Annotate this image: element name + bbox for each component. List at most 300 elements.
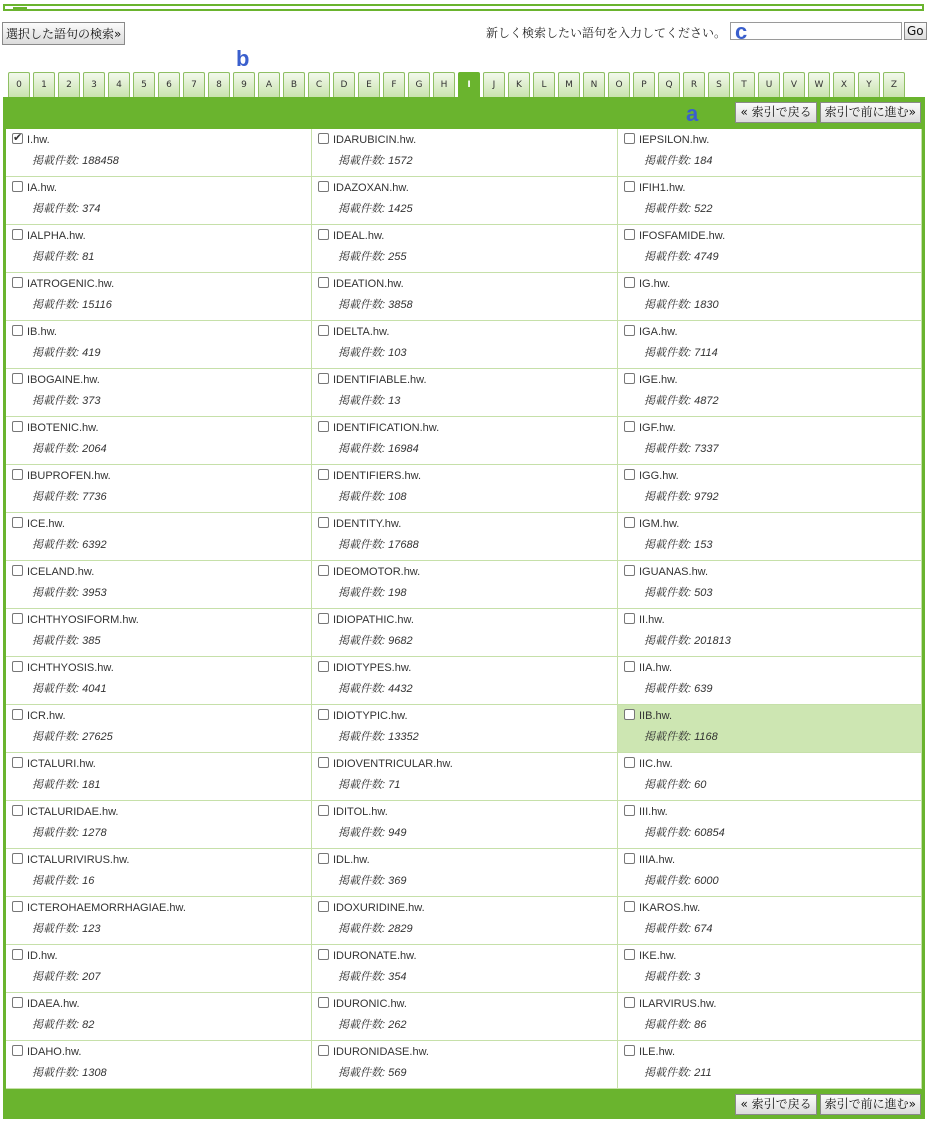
term-label[interactable]: ILARVIRUS.hw. [639, 998, 717, 1010]
term-checkbox[interactable] [318, 229, 329, 240]
term-cell [6, 705, 312, 753]
term-label[interactable]: IGE.hw. [639, 374, 678, 386]
term-count: 掲載件数: 103 [338, 347, 407, 359]
term-checkbox[interactable] [624, 469, 635, 480]
term-checkbox[interactable] [318, 805, 329, 816]
count-label: 掲載件数 [338, 1019, 382, 1031]
count-value: 16984 [388, 443, 419, 455]
term-label[interactable]: IDENTITY.hw. [333, 518, 402, 530]
term-checkbox[interactable] [12, 661, 23, 672]
term-label[interactable]: IBUPROFEN.hw. [27, 470, 111, 482]
term-label[interactable]: IDELTA.hw. [333, 326, 390, 338]
tab-k[interactable]: K [508, 72, 530, 97]
tab-n[interactable]: N [583, 72, 605, 97]
term-checkbox[interactable] [318, 661, 329, 672]
term-checkbox[interactable] [624, 901, 635, 912]
term-checkbox[interactable] [624, 517, 635, 528]
tab-b[interactable]: B [283, 72, 305, 97]
term-cell [312, 561, 618, 609]
count-label: 掲載件数 [338, 875, 382, 887]
term-checkbox[interactable] [318, 1045, 329, 1056]
count-label: 掲載件数 [644, 923, 688, 935]
term-checkbox[interactable] [12, 805, 23, 816]
term-label[interactable]: IDIOTYPIC.hw. [333, 710, 408, 722]
term-cell [6, 609, 312, 657]
term-label[interactable]: IDIOPATHIC.hw. [333, 614, 414, 626]
term-count: 掲載件数: 255 [338, 251, 407, 263]
term-label[interactable]: ICTALURI.hw. [27, 758, 96, 770]
term-checkbox[interactable] [12, 709, 23, 720]
count-value: 181 [82, 779, 101, 791]
count-value: 2829 [388, 923, 413, 935]
term-checkbox[interactable] [12, 997, 23, 1008]
term-checkbox[interactable] [624, 373, 635, 384]
count-value: 1572 [388, 155, 413, 167]
term-checkbox[interactable] [318, 181, 329, 192]
term-label[interactable]: IDAZOXAN.hw. [333, 182, 409, 194]
tab-r[interactable]: R [683, 72, 705, 97]
term-label[interactable]: IDL.hw. [333, 854, 370, 866]
term-label[interactable]: IDEATION.hw. [333, 278, 404, 290]
annotation-c: c [735, 19, 748, 44]
term-cell [618, 609, 922, 657]
count-value: 3858 [388, 299, 413, 311]
count-label: 掲載件数 [644, 443, 688, 455]
term-label[interactable]: IFOSFAMIDE.hw. [639, 230, 726, 242]
term-cell [618, 129, 922, 177]
term-label[interactable]: II.hw. [639, 614, 665, 626]
term-checkbox[interactable] [624, 853, 635, 864]
count-value: 1830 [694, 299, 719, 311]
tab-o[interactable]: O [608, 72, 630, 97]
term-cell [312, 417, 618, 465]
term-count: 掲載件数: 369 [338, 875, 407, 887]
term-label[interactable]: IFIH1.hw. [639, 182, 686, 194]
count-value: 4041 [82, 683, 107, 695]
tab-z[interactable]: Z [883, 72, 905, 97]
term-label[interactable]: IGF.hw. [639, 422, 676, 434]
count-value: 108 [388, 491, 407, 503]
term-checkbox[interactable] [318, 949, 329, 960]
term-label[interactable]: IDENTIFICATION.hw. [333, 422, 440, 434]
count-value: 503 [694, 587, 713, 599]
term-count: 掲載件数: 6392 [32, 539, 107, 551]
count-value: 262 [388, 1019, 407, 1031]
tab-h[interactable]: H [433, 72, 455, 97]
term-checkbox[interactable] [12, 133, 23, 144]
tab-9[interactable]: 9 [233, 72, 255, 97]
term-checkbox[interactable] [12, 901, 23, 912]
count-value: 569 [388, 1067, 407, 1079]
term-label[interactable]: ID.hw. [27, 950, 58, 962]
term-count: 掲載件数: 9792 [644, 491, 719, 503]
count-label: 掲載件数 [644, 203, 688, 215]
term-checkbox[interactable] [12, 373, 23, 384]
count-label: 掲載件数 [338, 347, 382, 359]
count-value: 7736 [82, 491, 107, 503]
term-label[interactable]: IIA.hw. [639, 662, 673, 674]
count-label: 掲載件数 [32, 827, 76, 839]
count-value: 103 [388, 347, 407, 359]
term-checkbox[interactable] [624, 1045, 635, 1056]
count-label: 掲載件数 [32, 1067, 76, 1079]
term-checkbox[interactable] [12, 757, 23, 768]
term-checkbox[interactable] [318, 901, 329, 912]
term-checkbox[interactable] [624, 277, 635, 288]
term-cell [312, 273, 618, 321]
term-label[interactable]: ICHTHYOSIS.hw. [27, 662, 114, 674]
term-checkbox[interactable] [12, 325, 23, 336]
term-checkbox[interactable] [12, 565, 23, 576]
term-label[interactable]: IDURONIC.hw. [333, 998, 407, 1010]
count-value: 2064 [82, 443, 107, 455]
term-checkbox[interactable] [624, 661, 635, 672]
tab-6[interactable]: 6 [158, 72, 180, 97]
count-value: 9792 [694, 491, 719, 503]
term-label[interactable]: IDENTIFIABLE.hw. [333, 374, 427, 386]
term-cell [6, 561, 312, 609]
term-count: 掲載件数: 188458 [32, 155, 119, 167]
term-label[interactable]: IGUANAS.hw. [639, 566, 709, 578]
term-cell [6, 321, 312, 369]
count-label: 掲載件数 [32, 875, 76, 887]
term-checkbox[interactable] [318, 325, 329, 336]
count-label: 掲載件数 [338, 299, 382, 311]
term-checkbox[interactable] [624, 325, 635, 336]
term-label[interactable]: III.hw. [639, 806, 668, 818]
count-label: 掲載件数 [32, 155, 76, 167]
term-checkbox[interactable] [12, 229, 23, 240]
term-label[interactable]: IBOGAINE.hw. [27, 374, 100, 386]
term-count: 掲載件数: 198 [338, 587, 407, 599]
term-checkbox[interactable] [12, 421, 23, 432]
term-count: 掲載件数: 86 [644, 1019, 707, 1031]
count-value: 201813 [694, 635, 731, 647]
count-value: 184 [694, 155, 713, 167]
index-forward-button-bottom[interactable]: 索引で前に進む» [820, 1094, 921, 1115]
term-checkbox[interactable] [12, 181, 23, 192]
term-count: 掲載件数: 3 [644, 971, 701, 983]
index-back-button[interactable]: « 索引で戻る [735, 102, 816, 123]
term-label[interactable]: IIIA.hw. [639, 854, 676, 866]
count-value: 82 [82, 1019, 95, 1031]
term-cell [618, 177, 922, 225]
term-checkbox[interactable] [318, 757, 329, 768]
term-checkbox[interactable] [318, 133, 329, 144]
term-checkbox[interactable] [624, 133, 635, 144]
count-label: 掲載件数 [338, 155, 382, 167]
term-cell [6, 513, 312, 561]
term-label[interactable]: IB.hw. [27, 326, 57, 338]
term-checkbox[interactable] [318, 469, 329, 480]
tab-g[interactable]: G [408, 72, 430, 97]
count-value: 1308 [82, 1067, 107, 1079]
count-label: 掲載件数 [338, 1067, 382, 1079]
count-value: 1278 [82, 827, 107, 839]
term-label[interactable]: IDOXURIDINE.hw. [333, 902, 425, 914]
term-cell [618, 897, 922, 945]
term-cell [618, 417, 922, 465]
term-label[interactable]: IKE.hw. [639, 950, 677, 962]
term-label[interactable]: IGA.hw. [639, 326, 678, 338]
term-checkbox[interactable] [624, 805, 635, 816]
count-label: 掲載件数 [338, 491, 382, 503]
tab-5[interactable]: 5 [133, 72, 155, 97]
term-label[interactable]: IDENTIFIERS.hw. [333, 470, 422, 482]
count-label: 掲載件数 [644, 779, 688, 791]
term-cell [312, 945, 618, 993]
count-value: 419 [82, 347, 101, 359]
count-label: 掲載件数 [32, 1019, 76, 1031]
term-cell [312, 369, 618, 417]
term-label[interactable]: IIB.hw. [639, 710, 673, 722]
term-count: 掲載件数: 7736 [32, 491, 107, 503]
term-count: 掲載件数: 639 [644, 683, 713, 695]
term-checkbox[interactable] [318, 277, 329, 288]
term-cell [6, 465, 312, 513]
count-value: 7337 [694, 443, 719, 455]
term-count: 掲載件数: 374 [32, 203, 101, 215]
term-checkbox[interactable] [12, 469, 23, 480]
count-label: 掲載件数 [644, 731, 688, 743]
count-label: 掲載件数 [338, 587, 382, 599]
term-cell [618, 561, 922, 609]
count-label: 掲載件数 [32, 779, 76, 791]
tab-s[interactable]: S [708, 72, 730, 97]
count-value: 373 [82, 395, 101, 407]
tab-c[interactable]: C [308, 72, 330, 97]
term-label[interactable]: IDIOVENTRICULAR.hw. [333, 758, 453, 770]
term-label[interactable]: ICTALURIVIRUS.hw. [27, 854, 130, 866]
term-label[interactable]: ILE.hw. [639, 1046, 676, 1058]
tab-t[interactable]: T [733, 72, 755, 97]
term-checkbox[interactable] [318, 997, 329, 1008]
count-label: 掲載件数 [644, 155, 688, 167]
count-value: 255 [388, 251, 407, 263]
term-cell [312, 177, 618, 225]
count-value: 60 [694, 779, 707, 791]
term-count: 掲載件数: 211 [644, 1067, 712, 1079]
tab-l[interactable]: L [533, 72, 555, 97]
term-label[interactable]: IGG.hw. [639, 470, 679, 482]
count-value: 6392 [82, 539, 107, 551]
term-checkbox[interactable] [12, 949, 23, 960]
term-label[interactable]: IIC.hw. [639, 758, 673, 770]
count-value: 211 [694, 1067, 712, 1079]
tab-j[interactable]: J [483, 72, 505, 97]
term-cell [312, 513, 618, 561]
count-value: 369 [388, 875, 407, 887]
term-cell [618, 321, 922, 369]
term-label[interactable]: IDARUBICIN.hw. [333, 134, 417, 146]
tab-2[interactable]: 2 [58, 72, 80, 97]
term-checkbox[interactable] [624, 757, 635, 768]
term-count: 掲載件数: 15116 [32, 299, 112, 311]
count-label: 掲載件数 [32, 587, 76, 599]
term-label[interactable]: IDEAL.hw. [333, 230, 385, 242]
index-panel [3, 97, 925, 1119]
index-back-button-bottom[interactable]: « 索引で戻る [735, 1094, 816, 1115]
term-checkbox[interactable] [624, 709, 635, 720]
search-prompt-label: 新しく検索したい語句を入力してください。 [486, 26, 727, 40]
count-label: 掲載件数 [32, 683, 76, 695]
tab-w[interactable]: W [808, 72, 830, 97]
term-checkbox[interactable] [12, 1045, 23, 1056]
term-label[interactable]: ICTALURIDAE.hw. [27, 806, 119, 818]
tab-y[interactable]: Y [858, 72, 880, 97]
term-cell [618, 465, 922, 513]
count-label: 掲載件数 [32, 923, 76, 935]
term-checkbox[interactable] [318, 421, 329, 432]
term-cell [6, 129, 312, 177]
tab-i[interactable]: I [458, 72, 480, 97]
count-value: 354 [388, 971, 407, 983]
term-label[interactable]: IG.hw. [639, 278, 671, 290]
term-cell [6, 993, 312, 1041]
count-value: 639 [694, 683, 713, 695]
count-value: 15116 [82, 299, 112, 311]
count-value: 13352 [388, 731, 419, 743]
term-label[interactable]: I.hw. [27, 134, 50, 146]
count-label: 掲載件数 [338, 971, 382, 983]
tab-1[interactable]: 1 [33, 72, 55, 97]
term-cell [312, 705, 618, 753]
term-label[interactable]: IATROGENIC.hw. [27, 278, 115, 290]
term-checkbox[interactable] [12, 277, 23, 288]
search-input[interactable] [730, 22, 902, 40]
term-checkbox[interactable] [624, 229, 635, 240]
term-label[interactable]: IALPHA.hw. [27, 230, 86, 242]
term-count: 掲載件数: 16 [32, 875, 95, 887]
go-button[interactable]: Go [904, 22, 927, 40]
tab-m[interactable]: M [558, 72, 580, 97]
index-forward-button[interactable]: 索引で前に進む» [820, 102, 921, 123]
term-checkbox[interactable] [624, 949, 635, 960]
term-label[interactable]: IA.hw. [27, 182, 57, 194]
term-checkbox[interactable] [12, 613, 23, 624]
term-checkbox[interactable] [318, 853, 329, 864]
term-label[interactable]: IBOTENIC.hw. [27, 422, 99, 434]
term-count: 掲載件数: 674 [644, 923, 713, 935]
term-checkbox[interactable] [624, 421, 635, 432]
tab-p[interactable]: P [633, 72, 655, 97]
term-count: 掲載件数: 201813 [644, 635, 731, 647]
term-label[interactable]: IKAROS.hw. [639, 902, 701, 914]
term-cell [6, 945, 312, 993]
count-value: 81 [82, 251, 95, 263]
term-count: 掲載件数: 181 [32, 779, 101, 791]
count-value: 7114 [694, 347, 718, 359]
term-label[interactable]: IDITOL.hw. [333, 806, 388, 818]
term-label[interactable]: IDIOTYPES.hw. [333, 662, 412, 674]
term-label[interactable]: ICELAND.hw. [27, 566, 95, 578]
tab-a[interactable]: A [258, 72, 280, 97]
term-label[interactable]: IDEOMOTOR.hw. [333, 566, 421, 578]
search-selected-button[interactable]: 選択した語句の検索» [2, 22, 125, 45]
term-checkbox[interactable] [12, 853, 23, 864]
term-label[interactable]: IDAHO.hw. [27, 1046, 82, 1058]
term-count: 掲載件数: 1572 [338, 155, 413, 167]
count-value: 4872 [694, 395, 719, 407]
term-cell [618, 945, 922, 993]
term-label[interactable]: IEPSILON.hw. [639, 134, 710, 146]
term-checkbox[interactable] [318, 373, 329, 384]
term-count: 掲載件数: 60854 [644, 827, 725, 839]
term-count: 掲載件数: 522 [644, 203, 713, 215]
count-value: 6000 [694, 875, 719, 887]
count-value: 17688 [388, 539, 419, 551]
tab-f[interactable]: F [383, 72, 405, 97]
term-cell [312, 465, 618, 513]
term-cell [6, 417, 312, 465]
count-label: 掲載件数 [644, 299, 688, 311]
count-label: 掲載件数 [644, 491, 688, 503]
count-label: 掲載件数 [32, 251, 76, 263]
term-checkbox[interactable] [12, 517, 23, 528]
term-count: 掲載件数: 503 [644, 587, 713, 599]
count-value: 153 [694, 539, 713, 551]
term-checkbox[interactable] [624, 565, 635, 576]
term-checkbox[interactable] [318, 613, 329, 624]
term-label[interactable]: IDURONIDASE.hw. [333, 1046, 429, 1058]
tab-3[interactable]: 3 [83, 72, 105, 97]
term-checkbox[interactable] [624, 997, 635, 1008]
tab-4[interactable]: 4 [108, 72, 130, 97]
term-cell [312, 849, 618, 897]
term-label[interactable]: ICR.hw. [27, 710, 66, 722]
count-value: 27625 [82, 731, 113, 743]
tab-e[interactable]: E [358, 72, 380, 97]
tab-d[interactable]: D [333, 72, 355, 97]
term-checkbox[interactable] [318, 565, 329, 576]
term-checkbox[interactable] [318, 517, 329, 528]
count-value: 60854 [694, 827, 725, 839]
term-label[interactable]: ICTEROHAEMORRHAGIAE.hw. [27, 902, 186, 914]
tab-u[interactable]: U [758, 72, 780, 97]
count-label: 掲載件数 [644, 251, 688, 263]
tab-7[interactable]: 7 [183, 72, 205, 97]
term-cell [618, 1041, 922, 1089]
term-cell [618, 993, 922, 1041]
term-label[interactable]: ICHTHYOSIFORM.hw. [27, 614, 139, 626]
term-count: 掲載件数: 7114 [644, 347, 718, 359]
term-count: 掲載件数: 81 [32, 251, 95, 263]
term-count: 掲載件数: 71 [338, 779, 401, 791]
term-count: 掲載件数: 419 [32, 347, 101, 359]
term-checkbox[interactable] [624, 181, 635, 192]
count-value: 522 [694, 203, 713, 215]
tab-x[interactable]: X [833, 72, 855, 97]
term-label[interactable]: IDAEA.hw. [27, 998, 80, 1010]
term-label[interactable]: ICE.hw. [27, 518, 65, 530]
tab-0[interactable]: 0 [8, 72, 30, 97]
term-checkbox[interactable] [624, 613, 635, 624]
count-label: 掲載件数 [32, 347, 76, 359]
count-label: 掲載件数 [644, 1019, 688, 1031]
count-label: 掲載件数 [32, 299, 76, 311]
count-value: 674 [694, 923, 713, 935]
count-label: 掲載件数 [338, 395, 382, 407]
term-label[interactable]: IGM.hw. [639, 518, 680, 530]
tab-8[interactable]: 8 [208, 72, 230, 97]
term-label[interactable]: IDURONATE.hw. [333, 950, 417, 962]
tab-v[interactable]: V [783, 72, 805, 97]
term-checkbox[interactable] [318, 709, 329, 720]
term-count: 掲載件数: 1278 [32, 827, 107, 839]
term-count: 掲載件数: 569 [338, 1067, 407, 1079]
term-cell [618, 705, 922, 753]
tab-q[interactable]: Q [658, 72, 680, 97]
